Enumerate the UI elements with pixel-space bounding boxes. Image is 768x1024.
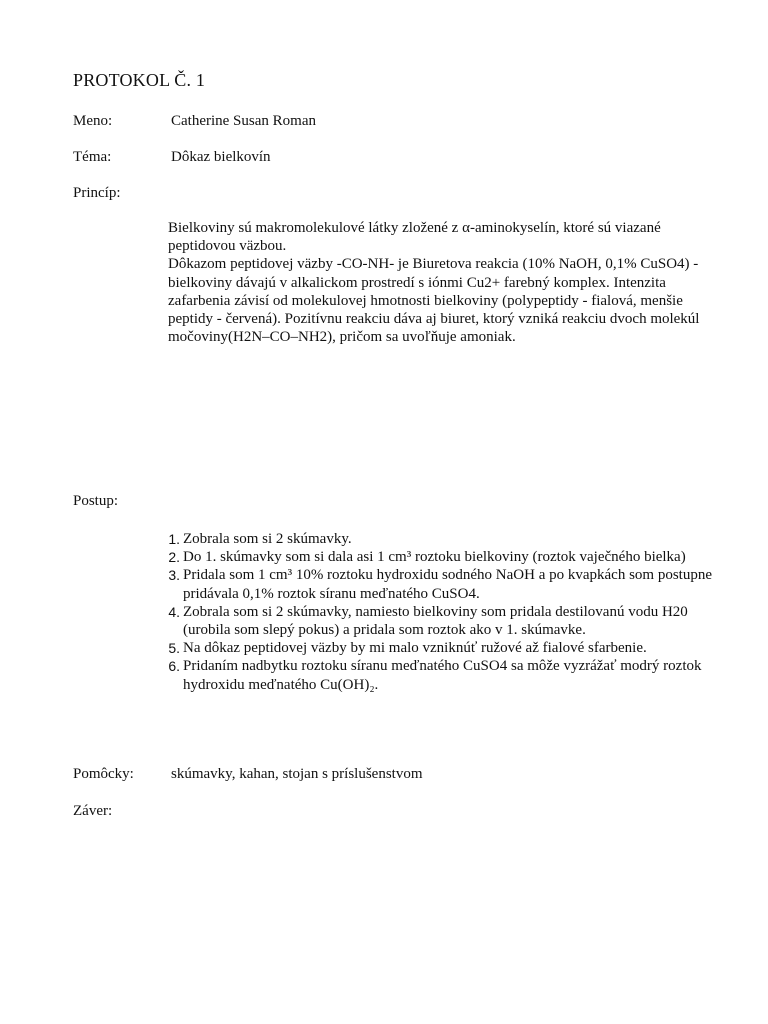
step-number: 6. — [168, 658, 180, 675]
tools-value: skúmavky, kahan, stojan s príslušenstvom — [171, 766, 423, 782]
procedure-step — [168, 657, 713, 693]
step-number: 1. — [168, 531, 180, 547]
step-text: Do 1. skúmavky som si dala asi 1 cm³ roztoku bielkoviny (roztok vaječného bielka) — [183, 549, 686, 566]
procedure-step — [168, 548, 713, 566]
step-text: Pridala som 1 cm³ 10% roztoku hydroxidu sodného NaOH a po kvapkách som postupne pridávala 0,1% roztok síranu meďnatého CuSO4. — [183, 567, 712, 602]
step-text: Pridaním nadbytku roztoku síranu meďnatého CuSO4 sa môže vyzrážať modrý roztok hydroxidu meďnatého Cu(OH)₂. — [183, 658, 702, 693]
procedure-steps-list — [168, 530, 713, 694]
procedure-step — [168, 603, 713, 639]
step-number: 4. — [168, 603, 180, 620]
procedure-step — [168, 530, 713, 548]
principle-text — [168, 219, 708, 346]
topic-value: Dôkaz bielkovín — [171, 149, 271, 165]
step-number: 2. — [168, 549, 180, 566]
tools-label: Pomôcky: — [73, 766, 134, 782]
document-title: PROTOKOL Č. 1 — [73, 70, 206, 90]
step-text: Zobrala som si 2 skúmavky, namiesto bielkoviny som pridala destilovanú vodu H20 (urobila som slepý pokus) a pridala som roztok ako v 1. skúmavke. — [183, 603, 688, 639]
procedure-label: Postup: — [73, 493, 119, 509]
step-text: Na dôkaz peptidovej väzby by mi malo vzniknúť ružové až fialové sfarbenie. — [183, 640, 647, 657]
step-number: 3. — [168, 567, 180, 584]
name-label: Meno: — [73, 113, 113, 129]
procedure-step — [168, 566, 713, 602]
step-number: 5. — [168, 640, 180, 657]
principle-label: Princíp: — [73, 185, 121, 201]
principle-paragraph-1: Bielkoviny sú makromolekulové látky zložené z α-aminokyselín, ktoré sú viazané peptidovou väzbou. — [168, 220, 661, 255]
procedure-step — [168, 639, 713, 657]
conclusion-label: Záver: — [73, 803, 113, 819]
name-value: Catherine Susan Roman — [171, 113, 316, 129]
topic-label: Téma: — [73, 149, 112, 165]
principle-paragraph-2: Dôkazom peptidovej väzby -CO-NH- je Biuretova reakcia (10% NaOH, 0,1% CuSO4) - bielkoviny dávajú v alkalickom prostredí s iónmi Cu2+ farebný komplex. Intenzita zafarbenia závisí od molekulovej hmotnosti bielkoviny (polypeptidy - fialová, menšie peptidy - červená). Pozitívnu reakciu dáva aj biuret, ktorý vzniká reakciu dvoch molekúl močoviny(H2N–CO–NH2), pričom sa uvoľňuje amoniak. — [168, 256, 700, 346]
step-text: Zobrala som si 2 skúmavky. — [183, 531, 352, 547]
